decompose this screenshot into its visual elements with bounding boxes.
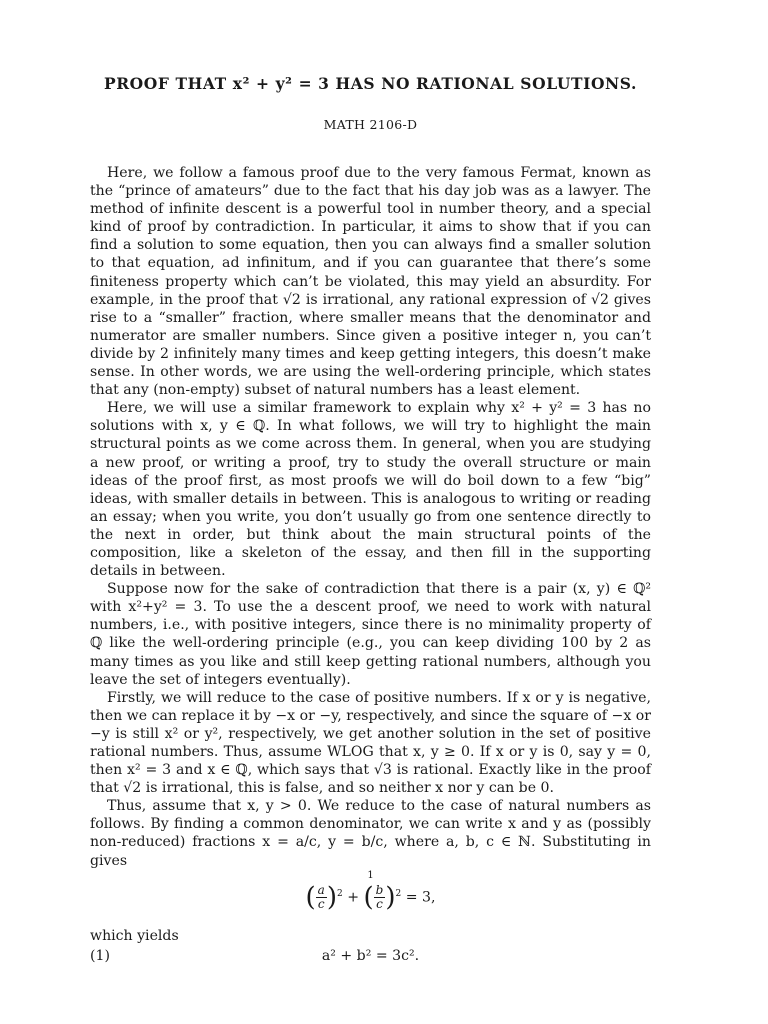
- page-title: PROOF THAT x² + y² = 3 HAS NO RATIONAL SOLUTIONS.: [103, 74, 638, 93]
- page-number: 1: [367, 870, 374, 881]
- which-yields-text: which yields: [90, 927, 179, 944]
- equation-1-tag: (1): [90, 947, 110, 964]
- eq-rhs: = 3,: [405, 889, 436, 906]
- paragraph-contradiction: Suppose now for the sake of contradiction that there is a pair (x, y) ∈ ℚ² with x²+y² = 3. To use the a descent proof, we need to work with natural numbers, i.e., with positive integers, since there is no minimality property of ℚ like the well-ordering principle (e.g., you can keep dividing 100 by 2 as many times as you like and still keep getting rational numbers, although you leave the set of integers eventually).: [90, 581, 651, 688]
- equation-1: [90, 947, 651, 971]
- paragraph-framework: Here, we will use a similar framework to explain why x² + y² = 3 has no solutions with x, y ∈ ℚ. In what follows, we will try to highlight the main structural points as we come across them. In general, when you are studying a new proof, or writing a proof, try to study the overall structure or main ideas of the proof first, as most proofs we will do boil down to a few “big” ideas, with smaller details in between. This is analogous to writing or reading an essay; when you write, you don’t usually go from one sentence directly to the next in order, but think about the main structural points of the composition, like a skeleton of the essay, and then fill in the supporting details in between.: [90, 400, 651, 580]
- paragraph-positive: Firstly, we will reduce to the case of positive numbers. If x or y is negative, then we can replace it by −x or −y, respectively, and since the square of −x or −y is still x² or y², respectively, we get another solution in the set of positive rational numbers. Thus, assume WLOG that x, y ≥ 0. If x or y is 0, say y = 0, then x² = 3 and x ∈ ℚ, which says that √3 is rational. Exactly like in the proof that √2 is irrational, this is false, and so neither x nor y can be 0.: [90, 689, 651, 797]
- eq-plus: +: [347, 889, 360, 906]
- display-equation: ( $\frac{a}{c}$ )$^2$ + ( $\frac{b}{c}$ )$^2$ = 3,: [305, 882, 436, 913]
- frac-b-den: c: [376, 896, 383, 911]
- frac-b-num: b: [375, 882, 384, 897]
- equation-1-body: a² + b² = 3c².: [321, 947, 420, 964]
- frac-a-den: c: [317, 896, 325, 911]
- course-code: MATH 2106-D: [323, 117, 418, 132]
- paragraph-natural: Thus, assume that x, y > 0. We reduce to the case of natural numbers as follows. By finding a common denominator, we can write x and y as (possibly non-reduced) fractions x = a/c, y = b/c, where a, b, c ∈ ℕ. Substituting in gives: [90, 798, 651, 869]
- paragraph-intro: Here, we follow a famous proof due to the very famous Fermat, known as the “prince of amateurs” due to the fact that his day job was as a lawyer. The method of infinite descent is a powerful tool in number theory, and a special kind of proof by contradiction. In particular, it aims to show that if you can find a solution to some equation, then you can always find a smaller solution to that equation, ad infinitum, and if you can guarantee that there’s some finiteness property which can’t be violated, this may yield an absurdity. For example, in the proof that √2 is irrational, any rational expression of √2 gives rise to a “smaller” fraction, where smaller means that the denominator and numerator are smaller numbers. Since given a positive integer n, you can’t divide by 2 infinitely many times and keep getting integers, this doesn’t make sense. In other words, we are using the well-ordering principle, which states that any (non-empty) subset of natural numbers has a least element.: [90, 165, 651, 399]
- frac-a-num: a: [317, 882, 325, 897]
- body-text: [90, 164, 651, 971]
